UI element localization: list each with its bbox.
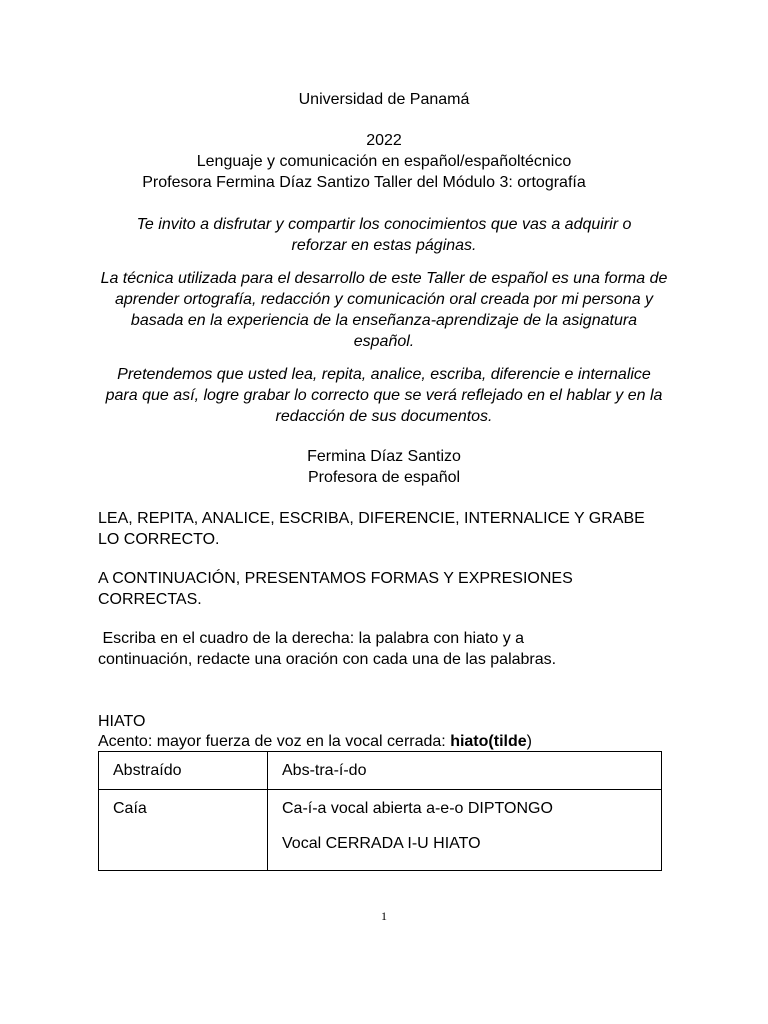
- table-row: [99, 752, 662, 790]
- intro-paragraph-3: Pretendemos que usted lea, repita, analice, escriba, diferencie e internalice para que así, logre grabar lo correcto que se verá reflejado en el hablar y en la redacción de sus documentos.: [105, 366, 663, 425]
- word-text: Abstraído: [113, 762, 182, 779]
- syllable-text: Ca-í-a vocal abierta a-e-o DIPTONGO: [282, 800, 553, 817]
- instruction-continuacion: A CONTINUACIÓN, PRESENTAMOS FORMAS Y EXPRESIONES CORRECTAS.: [98, 570, 573, 608]
- acento-bold: hiato(tilde: [450, 733, 527, 750]
- table-cell-syllables: [268, 752, 662, 790]
- table-cell-word: [99, 790, 268, 871]
- hiato-heading: HIATO: [98, 713, 146, 730]
- signature-title: Profesora de español: [307, 469, 461, 486]
- signature-name: Fermina Díaz Santizo: [307, 448, 461, 465]
- hiato-table: [98, 751, 662, 871]
- acento-suffix: ): [526, 733, 532, 750]
- word-text: Caía: [113, 800, 147, 817]
- instruction-escriba: Escriba en el cuadro de la derecha: la palabra con hiato y a continuación, redacte una oración con cada una de las palabras.: [98, 630, 557, 668]
- acento-line: [98, 731, 698, 752]
- professor-line: Profesora Fermina Díaz Santizo Taller del Módulo 3: ortografía: [142, 174, 586, 191]
- page-number: 1: [381, 909, 387, 923]
- intro-paragraph-1: Te invito a disfrutar y compartir los conocimientos que vas a adquirir o reforzar en estas páginas.: [136, 216, 632, 254]
- instruction-lea: LEA, REPITA, ANALICE, ESCRIBA, DIFERENCIE, INTERNALICE Y GRABE LO CORRECTO.: [98, 510, 645, 548]
- table-cell-word: [99, 752, 268, 790]
- syllable-text: Abs-tra-í-do: [282, 762, 367, 779]
- table-cell-syllables: [268, 790, 662, 871]
- acento-prefix: Acento: mayor fuerza de voz en la vocal cerrada:: [98, 733, 451, 750]
- course-title: Lenguaje y comunicación en español/españoltécnico: [196, 153, 572, 170]
- year: 2022: [366, 132, 402, 149]
- syllable-note: Vocal CERRADA I-U HIATO: [282, 835, 481, 852]
- university-name: Universidad de Panamá: [298, 91, 470, 108]
- table-row: [99, 790, 662, 871]
- intro-paragraph-2: La técnica utilizada para el desarrollo de este Taller de español es una forma de aprender ortografía, redacción y comunicación oral creada por mi persona y basada en la experiencia de la enseñanza-aprendizaje de la asignatura español.: [100, 270, 668, 350]
